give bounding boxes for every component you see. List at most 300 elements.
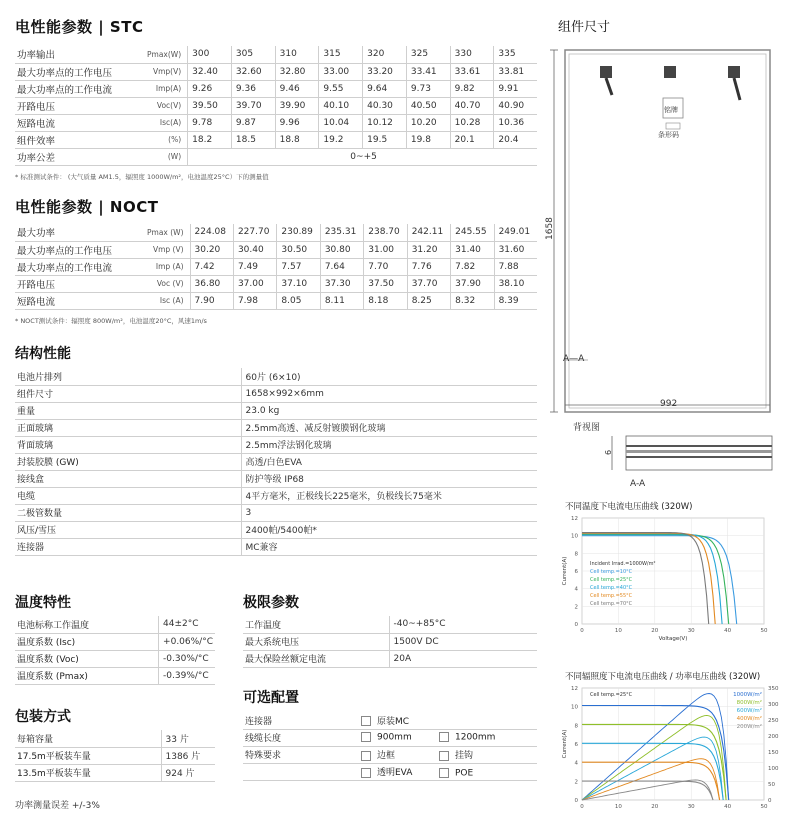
cell-value: 39.90 bbox=[275, 97, 319, 114]
cell-value: 227.70 bbox=[233, 224, 276, 241]
cell-value: 39.50 bbox=[188, 97, 232, 114]
x-tick-label: 20 bbox=[651, 628, 659, 634]
row-value: 33 片 bbox=[161, 730, 215, 747]
x-tick-label: 0 bbox=[580, 804, 584, 810]
row-value: +0.06%/°C bbox=[159, 633, 215, 650]
cell-value: 19.8 bbox=[406, 131, 450, 148]
cell-value: 20.4 bbox=[494, 131, 537, 148]
legend-label: Cell temp.=40°C bbox=[590, 585, 633, 592]
cell-value: 8.18 bbox=[364, 292, 407, 309]
y-tick-label: 10 bbox=[571, 704, 578, 711]
option-label: 原装MC bbox=[377, 716, 410, 727]
option-item[interactable] bbox=[439, 748, 507, 761]
cell-value: 235.31 bbox=[320, 224, 363, 241]
row-options bbox=[359, 746, 537, 763]
table-row bbox=[15, 402, 537, 419]
row-label: 接线盒 bbox=[15, 470, 241, 487]
option-label: POE bbox=[455, 768, 474, 778]
cell-value: 32.60 bbox=[231, 63, 275, 80]
row-label: 正面玻璃 bbox=[15, 419, 241, 436]
option-label: 900mm bbox=[377, 732, 412, 743]
checkbox[interactable] bbox=[361, 751, 371, 761]
noct-table bbox=[15, 224, 537, 310]
checkbox[interactable] bbox=[361, 768, 371, 778]
row-label: 线缆长度 bbox=[243, 729, 359, 746]
x-tick-label: 30 bbox=[687, 804, 695, 810]
y2-tick-label: 50 bbox=[768, 782, 775, 788]
y-tick-label: 6 bbox=[574, 742, 578, 748]
row-label: 电缆 bbox=[15, 487, 241, 504]
cell-value: 39.70 bbox=[231, 97, 275, 114]
table-row bbox=[15, 97, 537, 114]
cell-value: 37.00 bbox=[233, 275, 276, 292]
row-label: 工作温度 bbox=[243, 616, 389, 633]
table-row bbox=[15, 131, 537, 148]
table-row bbox=[243, 729, 537, 746]
y2-tick-label: 100 bbox=[768, 766, 779, 772]
cell-value: 7.88 bbox=[494, 258, 537, 275]
cell-value: 30.20 bbox=[190, 241, 233, 258]
option-label: 透明EVA bbox=[377, 768, 413, 778]
legend-label: 800W/m² bbox=[736, 700, 762, 706]
table-row bbox=[15, 419, 537, 436]
cell-value: 230.89 bbox=[277, 224, 320, 241]
y-tick-label: 0 bbox=[574, 622, 578, 628]
legend-label: 200W/m² bbox=[736, 724, 762, 730]
option-label: 1200mm bbox=[455, 732, 496, 743]
x-tick-label: 50 bbox=[760, 804, 768, 810]
cell-value: 9.91 bbox=[494, 80, 537, 97]
row-label: 开路电压 bbox=[15, 275, 145, 292]
legend-label: Cell temp.=55°C bbox=[590, 593, 633, 600]
table-row bbox=[243, 616, 537, 633]
cell-value: 300 bbox=[188, 46, 232, 63]
cell-value: 40.50 bbox=[406, 97, 450, 114]
table-row bbox=[15, 63, 537, 80]
cell-value: 315 bbox=[319, 46, 363, 63]
cell-value: 325 bbox=[406, 46, 450, 63]
width-dim-label: 992 bbox=[660, 399, 678, 409]
cell-value: 7.49 bbox=[233, 258, 276, 275]
row-value: 3 bbox=[241, 504, 537, 521]
cell-value: 33.81 bbox=[494, 63, 537, 80]
option-item[interactable] bbox=[361, 765, 429, 778]
checkbox[interactable] bbox=[439, 768, 449, 778]
cell-value: 36.80 bbox=[190, 275, 233, 292]
x-tick-label: 20 bbox=[651, 804, 659, 810]
cell-value: 40.30 bbox=[363, 97, 407, 114]
cell-value: 18.8 bbox=[275, 131, 319, 148]
cell-value: 40.70 bbox=[450, 97, 494, 114]
row-value: 20A bbox=[389, 650, 537, 667]
table-row bbox=[15, 747, 215, 764]
table-row bbox=[15, 275, 537, 292]
table-row bbox=[15, 650, 215, 667]
cell-value: 40.90 bbox=[494, 97, 537, 114]
y2-tick-label: 350 bbox=[768, 686, 779, 692]
cell-value: 37.10 bbox=[277, 275, 320, 292]
row-label: 二极管数量 bbox=[15, 504, 241, 521]
table-row bbox=[243, 650, 537, 667]
cell-value: 33.00 bbox=[319, 63, 363, 80]
y-tick-label: 2 bbox=[574, 779, 578, 786]
thickness-label: 6 bbox=[604, 449, 613, 455]
table-row bbox=[15, 616, 215, 633]
row-label: 最大功率点的工作电流 bbox=[15, 80, 145, 97]
row-value: 4平方毫米，正极线长225毫米，负极线长75毫米 bbox=[241, 487, 537, 504]
cell-value: 7.57 bbox=[277, 258, 320, 275]
stc-title: 电性能参数 | STC bbox=[15, 18, 144, 36]
cell-value: 31.20 bbox=[407, 241, 450, 258]
row-value: 2.5mm高透、减反射镀膜钢化玻璃 bbox=[241, 419, 537, 436]
table-row bbox=[15, 46, 537, 63]
y-tick-label: 10 bbox=[571, 533, 578, 540]
y-tick-label: 8 bbox=[574, 723, 578, 730]
table-row bbox=[15, 470, 537, 487]
row-value: 高透/白色EVA bbox=[241, 453, 537, 470]
legend-label: Cell temp.=70°C bbox=[590, 601, 633, 608]
row-unit: Vmp (V) bbox=[145, 241, 190, 258]
row-label: 每箱容量 bbox=[15, 730, 161, 747]
row-value: 1500V DC bbox=[389, 633, 537, 650]
row-value: 2400帕/5400帕* bbox=[241, 521, 537, 538]
table-row bbox=[15, 258, 537, 275]
y-tick-label: 2 bbox=[574, 604, 578, 611]
y-tick-label: 4 bbox=[574, 760, 578, 767]
table-row bbox=[15, 436, 537, 453]
x-tick-label: 40 bbox=[724, 628, 732, 634]
cell-value: 32.80 bbox=[275, 63, 319, 80]
row-unit: (W) bbox=[145, 148, 188, 165]
table-row bbox=[15, 538, 537, 555]
y-axis-label: Current(A) bbox=[562, 556, 568, 586]
cell-value: 8.39 bbox=[494, 292, 537, 309]
row-value: 23.0 kg bbox=[241, 402, 537, 419]
cell-value: 249.01 bbox=[494, 224, 537, 241]
cell-value: 18.2 bbox=[188, 131, 232, 148]
cell-value: 37.50 bbox=[364, 275, 407, 292]
table-row bbox=[243, 763, 537, 780]
row-label: 温度系数 (Isc) bbox=[15, 633, 159, 650]
x-tick-label: 50 bbox=[760, 628, 768, 634]
row-label: 最大系统电压 bbox=[243, 633, 389, 650]
row-label: 背面玻璃 bbox=[15, 436, 241, 453]
table-row bbox=[15, 633, 215, 650]
row-label: 重量 bbox=[15, 402, 241, 419]
cell-value: 335 bbox=[494, 46, 537, 63]
chart2-title: 不同辐照度下电流电压曲线 / 功率电压曲线 (320W) bbox=[565, 672, 761, 682]
option-item[interactable] bbox=[361, 714, 429, 727]
x-tick-label: 30 bbox=[687, 628, 695, 634]
row-unit: Isc(A) bbox=[145, 114, 188, 131]
row-label: 17.5m平板装车量 bbox=[15, 747, 161, 764]
cell-value: 320 bbox=[363, 46, 407, 63]
y2-tick-label: 150 bbox=[768, 750, 779, 756]
row-value: -0.39%/°C bbox=[159, 667, 215, 684]
x-tick-label: 40 bbox=[724, 804, 732, 810]
cell-value: 10.36 bbox=[494, 114, 537, 131]
cell-value: 31.40 bbox=[451, 241, 494, 258]
row-label bbox=[243, 763, 359, 780]
cell-value: 7.64 bbox=[320, 258, 363, 275]
row-label: 电池片排列 bbox=[15, 368, 241, 385]
row-label: 短路电流 bbox=[15, 114, 145, 131]
row-label: 最大功率点的工作电压 bbox=[15, 63, 145, 80]
cell-value: 242.11 bbox=[407, 224, 450, 241]
row-label: 13.5m平板装车量 bbox=[15, 764, 161, 781]
y2-tick-label: 200 bbox=[768, 734, 779, 740]
y-tick-label: 12 bbox=[571, 516, 578, 522]
cell-value: 33.61 bbox=[450, 63, 494, 80]
cell-value: 33.41 bbox=[406, 63, 450, 80]
cell-value: 8.05 bbox=[277, 292, 320, 309]
row-value: 2.5mm浮法钢化玻璃 bbox=[241, 436, 537, 453]
cell-value: 8.11 bbox=[320, 292, 363, 309]
cell-value: 9.46 bbox=[275, 80, 319, 97]
table-row bbox=[15, 368, 537, 385]
row-label: 最大功率 bbox=[15, 224, 145, 241]
row-unit: Isc (A) bbox=[145, 292, 190, 309]
cell-value: 9.36 bbox=[231, 80, 275, 97]
row-unit: Pmax(W) bbox=[145, 46, 188, 63]
cell-value: 8.32 bbox=[451, 292, 494, 309]
option-item[interactable] bbox=[439, 732, 507, 743]
option-item[interactable] bbox=[361, 732, 429, 743]
cell-value: 310 bbox=[275, 46, 319, 63]
footer-note: 功率测量误差 +/-3% bbox=[15, 801, 100, 811]
row-label: 最大功率点的工作电压 bbox=[15, 241, 145, 258]
noct-title: 电性能参数 | NOCT bbox=[15, 198, 159, 216]
row-unit: Imp(A) bbox=[145, 80, 188, 97]
dims-title: 组件尺寸 bbox=[558, 20, 611, 35]
y-tick-label: 4 bbox=[574, 586, 578, 593]
cell-value: 37.30 bbox=[320, 275, 363, 292]
row-label: 组件尺寸 bbox=[15, 385, 241, 402]
y-axis-label: Current(A) bbox=[562, 729, 568, 759]
noct-note: * NOCT测试条件：辐照度 800W/m²，电池温度20°C，风速1m/s bbox=[15, 317, 207, 325]
cell-value: 9.87 bbox=[231, 114, 275, 131]
legend-label: Cell temp.=25°C bbox=[590, 577, 633, 584]
legend-label: 600W/m² bbox=[736, 708, 762, 714]
legend-label: 400W/m² bbox=[736, 716, 762, 722]
x-tick-label: 10 bbox=[614, 804, 622, 810]
row-label: 风压/雪压 bbox=[15, 521, 241, 538]
option-item[interactable] bbox=[361, 748, 429, 761]
cell-value: 20.1 bbox=[450, 131, 494, 148]
y-tick-label: 0 bbox=[574, 798, 578, 804]
row-value: -40~+85°C bbox=[389, 616, 537, 633]
x-tick-label: 10 bbox=[614, 628, 622, 634]
cell-value: 7.82 bbox=[451, 258, 494, 275]
cell-value: 8.25 bbox=[407, 292, 450, 309]
checkbox[interactable] bbox=[361, 732, 371, 742]
cell-value: 9.96 bbox=[275, 114, 319, 131]
table-row bbox=[15, 114, 537, 131]
cell-value: 33.20 bbox=[363, 63, 407, 80]
table-row bbox=[243, 746, 537, 763]
stc-table bbox=[15, 46, 537, 166]
cell-value: 330 bbox=[450, 46, 494, 63]
limits-title: 极限参数 bbox=[243, 595, 299, 611]
cell-value: 37.70 bbox=[407, 275, 450, 292]
option-label: 挂钩 bbox=[455, 751, 474, 761]
cell-value: 7.76 bbox=[407, 258, 450, 275]
packing-table bbox=[15, 730, 215, 782]
cell-value: 224.08 bbox=[190, 224, 233, 241]
legend-label: Cell temp.=10°C bbox=[590, 569, 633, 576]
stc-note: * 标准测试条件： (大气质量 AM1.5，辐照度 1000W/m²，电池温度25°C）下的测量值 bbox=[15, 173, 269, 181]
cell-value: 10.12 bbox=[363, 114, 407, 131]
y2-tick-label: 250 bbox=[768, 718, 779, 724]
y-tick-label: 6 bbox=[574, 569, 578, 575]
row-value: MC兼容 bbox=[241, 538, 537, 555]
table-row bbox=[243, 633, 537, 650]
cell-value: 30.80 bbox=[320, 241, 363, 258]
row-unit: Imp (A) bbox=[145, 258, 190, 275]
row-label: 连接器 bbox=[15, 538, 241, 555]
row-label: 连接器 bbox=[243, 712, 359, 729]
x-tick-label: 0 bbox=[580, 628, 584, 634]
cell-value: 10.20 bbox=[406, 114, 450, 131]
struct-table bbox=[15, 368, 537, 556]
cell-value: 305 bbox=[231, 46, 275, 63]
cell-value: 18.5 bbox=[231, 131, 275, 148]
cell-value: 9.73 bbox=[406, 80, 450, 97]
cell-value: 7.98 bbox=[233, 292, 276, 309]
option-item[interactable] bbox=[439, 768, 507, 779]
table-row bbox=[243, 712, 537, 729]
row-unit: Voc (V) bbox=[145, 275, 190, 292]
table-row bbox=[15, 241, 537, 258]
options-table bbox=[243, 712, 537, 781]
row-label: 组件效率 bbox=[15, 131, 145, 148]
cell-value: 9.64 bbox=[363, 80, 407, 97]
temp-title: 温度特性 bbox=[15, 595, 71, 611]
row-label: 最大功率点的工作电流 bbox=[15, 258, 145, 275]
row-label: 封装胶膜 (GW) bbox=[15, 453, 241, 470]
legend-label: 1000W/m² bbox=[733, 692, 762, 698]
cell-value: 9.26 bbox=[188, 80, 232, 97]
height-dim-label: 1658 bbox=[545, 217, 555, 240]
cross-section-drawing bbox=[600, 432, 780, 476]
row-label: 温度系数 (Pmax) bbox=[15, 667, 159, 684]
cell-value: 238.70 bbox=[364, 224, 407, 241]
options-title: 可选配置 bbox=[243, 690, 299, 706]
checkbox[interactable] bbox=[439, 751, 449, 761]
legend-header: Incident Irrad.=1000W/m² bbox=[590, 561, 656, 568]
cell-value: 37.90 bbox=[451, 275, 494, 292]
barcode-icon bbox=[666, 123, 680, 129]
checkbox[interactable] bbox=[361, 716, 371, 726]
table-row bbox=[15, 148, 537, 165]
row-unit: Voc(V) bbox=[145, 97, 188, 114]
row-value: 924 片 bbox=[161, 764, 215, 781]
packing-title: 包装方式 bbox=[15, 709, 71, 725]
cell-value: 10.28 bbox=[450, 114, 494, 131]
cell-value: 9.55 bbox=[319, 80, 363, 97]
row-value: 1658×992×6mm bbox=[241, 385, 537, 402]
table-row bbox=[15, 292, 537, 309]
cell-value: 9.78 bbox=[188, 114, 232, 131]
barcode-label: 条形码 bbox=[658, 131, 679, 139]
y2-tick-label: 0 bbox=[768, 798, 772, 804]
junction-box-center-icon bbox=[664, 66, 676, 78]
cell-value: 9.82 bbox=[450, 80, 494, 97]
row-options bbox=[359, 729, 537, 746]
x-axis-label: Voltage(V) bbox=[658, 636, 688, 642]
cell-value: 31.00 bbox=[364, 241, 407, 258]
nameplate-label: 铭牌 bbox=[664, 106, 678, 114]
limits-table bbox=[243, 616, 537, 668]
cell-value: 32.40 bbox=[188, 63, 232, 80]
chart2-iv-irradiance bbox=[560, 680, 785, 830]
y-tick-label: 8 bbox=[574, 551, 578, 558]
row-value: 60片 (6×10) bbox=[241, 368, 537, 385]
option-label: 边框 bbox=[377, 751, 396, 761]
cell-value: 19.5 bbox=[363, 131, 407, 148]
table-row bbox=[15, 224, 537, 241]
row-label: 特殊要求 bbox=[243, 746, 359, 763]
cell-value: 40.10 bbox=[319, 97, 363, 114]
row-label: 开路电压 bbox=[15, 97, 145, 114]
legend-header: Cell temp.=25°C bbox=[590, 692, 633, 698]
checkbox[interactable] bbox=[439, 732, 449, 742]
cell-value: 31.60 bbox=[494, 241, 537, 258]
section-label: A-A bbox=[630, 479, 646, 489]
y-tick-label: 12 bbox=[571, 686, 578, 692]
row-value: -0.30%/°C bbox=[159, 650, 215, 667]
row-value: 防护等级 IP68 bbox=[241, 470, 537, 487]
row-label: 功率公差 bbox=[15, 148, 145, 165]
row-label: 温度系数 (Voc) bbox=[15, 650, 159, 667]
cell-value: 245.55 bbox=[451, 224, 494, 241]
cell-value: 7.90 bbox=[190, 292, 233, 309]
cell-value: 10.04 bbox=[319, 114, 363, 131]
cell-value: 30.50 bbox=[277, 241, 320, 258]
table-row bbox=[15, 80, 537, 97]
row-options bbox=[359, 763, 537, 780]
row-unit: Vmp(V) bbox=[145, 63, 188, 80]
row-label: 最大保险丝额定电流 bbox=[243, 650, 389, 667]
cell-value: 7.42 bbox=[190, 258, 233, 275]
row-value: 44±2°C bbox=[159, 616, 215, 633]
row-label: 功率输出 bbox=[15, 46, 145, 63]
table-row bbox=[15, 764, 215, 781]
struct-title: 结构性能 bbox=[15, 346, 71, 362]
cell-value: 19.2 bbox=[319, 131, 363, 148]
table-row bbox=[15, 667, 215, 684]
table-row bbox=[15, 730, 215, 747]
chart1-title: 不同温度下电流电压曲线 (320W) bbox=[565, 502, 693, 512]
table-row bbox=[15, 453, 537, 470]
table-row bbox=[15, 521, 537, 538]
y2-tick-label: 300 bbox=[768, 702, 779, 708]
row-label: 短路电流 bbox=[15, 292, 145, 309]
cell-value: 7.70 bbox=[364, 258, 407, 275]
chart1-iv-temperature bbox=[560, 512, 785, 652]
row-unit: Pmax (W) bbox=[145, 224, 190, 241]
row-options bbox=[359, 712, 537, 729]
table-row bbox=[15, 385, 537, 402]
temp-table bbox=[15, 616, 215, 685]
table-row bbox=[15, 487, 537, 504]
cell-value: 30.40 bbox=[233, 241, 276, 258]
cell-value: 0~+5 bbox=[188, 148, 537, 165]
table-row bbox=[15, 504, 537, 521]
section-marker-label: A—A bbox=[563, 354, 585, 364]
cell-value: 38.10 bbox=[494, 275, 537, 292]
row-label: 电池标称工作温度 bbox=[15, 616, 159, 633]
